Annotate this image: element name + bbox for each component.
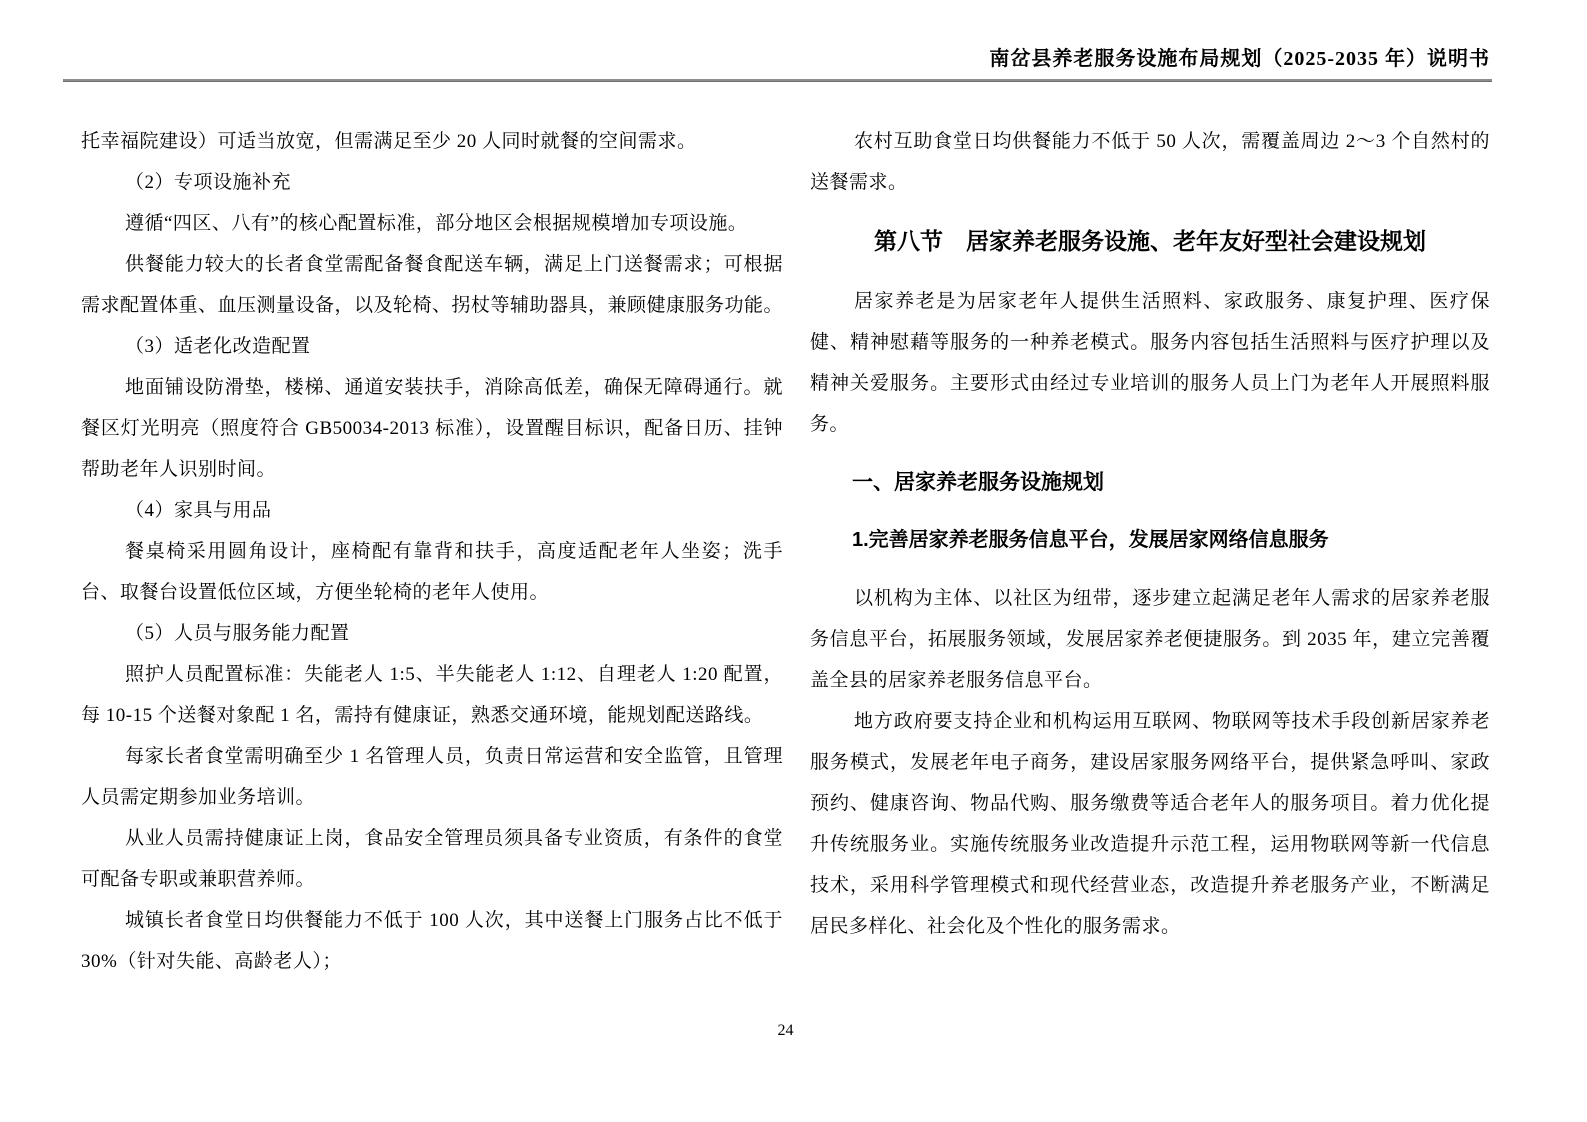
paragraph: 从业人员需持健康证上岗，食品安全管理员须具备专业资质，有条件的食堂可配备专职或兼职营养师。	[81, 828, 783, 890]
subheading-level-2: 1.完善居家养老服务信息平台，发展居家网络信息服务	[852, 529, 1329, 551]
paragraph: 遵循“四区、八有”的核心配置标准，部分地区会根据规模增加专项设施。	[125, 213, 748, 234]
page-header-title: 南岔县养老服务设施布局规划（2025-2035 年）说明书	[989, 48, 1490, 70]
subheading-level-1: 一、居家养老服务设施规划	[852, 471, 1104, 494]
paragraph: 餐桌椅采用圆角设计，座椅配有靠背和扶手，高度适配老年人坐姿；洗手台、取餐台设置低位区域，方便坐轮椅的老年人使用。	[81, 541, 783, 603]
paragraph: 地面铺设防滑垫，楼梯、通道安装扶手，消除高低差，确保无障碍通行。就餐区灯光明亮（照度符合 GB50034-2013 标准），设置醒目标识，配备日历、挂钟帮助老年人识别时间。	[81, 377, 783, 480]
section-heading: 第八节 居家养老服务设施、老年友好型社会建设规划	[874, 228, 1426, 254]
paragraph: 城镇长者食堂日均供餐能力不低于 100 人次，其中送餐上门服务占比不低于 30%（针对失能、高龄老人）；	[81, 910, 783, 972]
right-column	[810, 121, 1490, 982]
paragraph: 地方政府要支持企业和机构运用互联网、物联网等技术手段创新居家养老服务模式，发展老年电子商务，建设居家服务网络平台，提供紧急呼叫、家政预约、健康咨询、物品代购、服务缴费等适合老年人的服务项目。着力优化提升传统服务业。实施传统服务业改造提升示范工程，运用物联网等新一代信息技术，采用科学管理模式和现代经营业态，改造提升养老服务产业，不断满足居民多样化、社会化及个性化的服务需求。	[810, 711, 1490, 937]
two-column-layout	[81, 121, 1490, 982]
paragraph: （3）适老化改造配置	[125, 336, 311, 357]
left-column	[81, 121, 783, 982]
paragraph: （2）专项设施补充	[125, 172, 292, 193]
header-divider	[63, 79, 1492, 82]
paragraph: 以机构为主体、以社区为纽带，逐步建立起满足老年人需求的居家养老服务信息平台，拓展服务领域，发展居家养老便捷服务。到 2035 年，建立完善覆盖全县的居家养老服务信息平台。	[810, 588, 1490, 691]
paragraph: 农村互助食堂日均供餐能力不低于 50 人次，需覆盖周边 2～3 个自然村的送餐需求。	[810, 131, 1490, 193]
paragraph: （4）家具与用品	[125, 500, 272, 521]
paragraph: 每家长者食堂需明确至少 1 名管理人员，负责日常运营和安全监管，且管理人员需定期参加业务培训。	[81, 746, 783, 808]
paragraph: 供餐能力较大的长者食堂需配备餐食配送车辆，满足上门送餐需求；可根据需求配置体重、血压测量设备，以及轮椅、拐杖等辅助器具，兼顾健康服务功能。	[81, 254, 784, 316]
paragraph: 居家养老是为居家老年人提供生活照料、家政服务、康复护理、医疗保健、精神慰藉等服务的一种养老模式。服务内容包括生活照料与医疗护理以及精神关爱服务。主要形式由经过专业培训的服务人员上门为老年人开展照料服务。	[810, 291, 1490, 435]
page-number: 24	[777, 1022, 794, 1039]
paragraph: 托幸福院建设）可适当放宽，但需满足至少 20 人同时就餐的空间需求。	[81, 131, 697, 152]
paragraph: 照护人员配置标准：失能老人 1:5、半失能老人 1:12、自理老人 1:20 配置，每 10-15 个送餐对象配 1 名，需持有健康证，熟悉交通环境，能规划配送路线。	[81, 664, 783, 726]
paragraph: （5）人员与服务能力配置	[125, 623, 350, 644]
